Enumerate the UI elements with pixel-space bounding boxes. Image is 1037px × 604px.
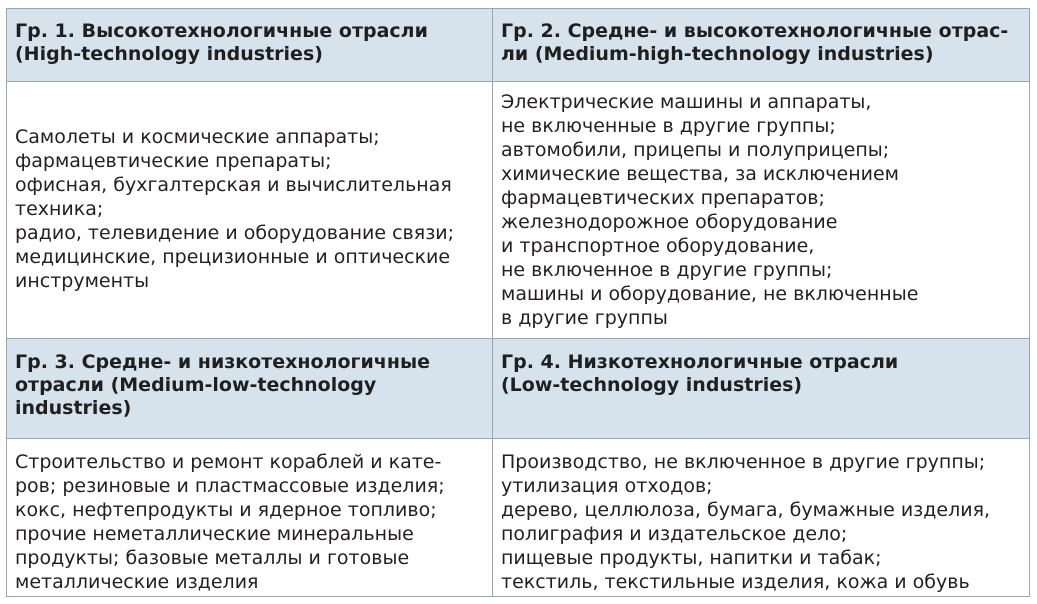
group-2-content: Электрические машины и аппараты, не включенные в другие группы; автомобили, прицепы и полуприцепы; химические вещества, за исключением фармацевтических препаратов; железнодорожное оборудование и транспортное оборудование, не включенное в другие группы; машины и оборудование, не включенные в другие группы xyxy=(501,91,919,329)
group-3-title: Гр. 3. Средне- и низкотехнологичные отрасли (Medium-low-technology industries) xyxy=(15,351,431,419)
group-1-header xyxy=(7,9,493,82)
group-4-title: Гр. 4. Низкотехнологичные отрасли (Low-technology industries) xyxy=(501,351,899,396)
group-4-header xyxy=(493,339,1030,439)
group-3-header xyxy=(7,339,493,439)
group-3-content: Строительство и ремонт кораблей и кате- ров; резиновые и пластмассовые изделия; кокс, нефтепродукты и ядерное топливо; прочие неметаллические минеральные продукты; базовые металлы и готовые металлические изделия xyxy=(15,451,445,593)
group-2-title: Гр. 2. Средне- и высокотехнологичные отрас- ли (Medium-high-technology industries) xyxy=(501,20,1009,65)
group-1-title: Гр. 1. Высокотехнологичные отрасли (High-technology industries) xyxy=(15,20,428,65)
group-3-body xyxy=(7,439,493,597)
group-1-body xyxy=(7,82,493,339)
content-row-1 xyxy=(7,82,1030,339)
group-1-content: Самолеты и космические аппараты; фармацевтические препараты; офисная, бухгалтерская и вычислительная техника; радио, телевидение и оборудование связи; медицинские, прецизионные и оптические инструменты xyxy=(15,126,455,292)
group-2-header xyxy=(493,9,1030,82)
header-row-2 xyxy=(7,339,1030,439)
group-4-content: Производство, не включенное в другие группы; утилизация отходов; дерево, целлюлоза, бумага, бумажные изделия, полиграфия и издательское дело; пищевые продукты, напитки и табак; текстиль, текстильные изделия, кожа и обувь xyxy=(501,451,991,593)
industry-classification-table xyxy=(6,8,1030,597)
group-4-body xyxy=(493,439,1030,597)
content-row-2 xyxy=(7,439,1030,597)
header-row-1 xyxy=(7,9,1030,82)
group-2-body xyxy=(493,82,1030,339)
